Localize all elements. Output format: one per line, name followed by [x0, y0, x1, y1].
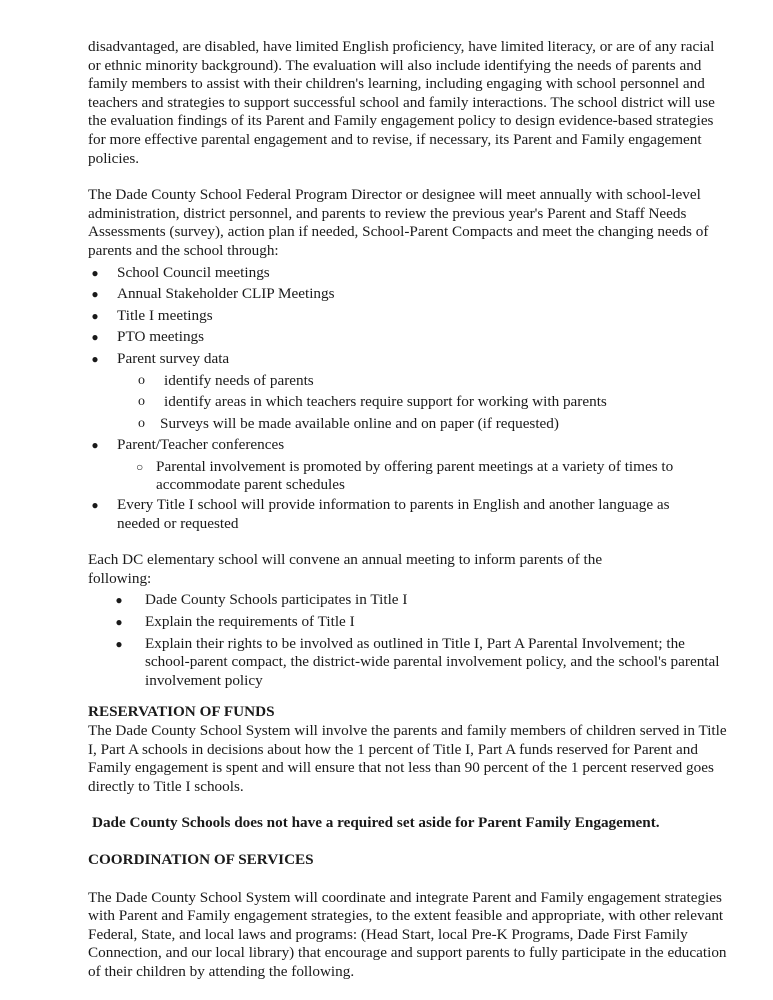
bullet-icon: ● [91, 308, 99, 323]
coordination-paragraph: The Dade County School System will coordinate and integrate Parent and Family engagement strategies with Parent and Family engagement strategies, to the extent feasible and appropriate, with other relevant Federal, State, and local laws and programs: (Head Start, local Pre-K Programs, Dade First Family Connection, and our local library) that encourage and support parents to fully participate in the education of their children by attending the following. [88, 888, 727, 980]
sub-list-item-text: identify areas in which teachers require support for working with parents [164, 393, 607, 411]
list-item-text: Annual Stakeholder CLIP Meetings [117, 285, 335, 303]
annual-meeting-list [88, 591, 728, 690]
list-item-text: Dade County Schools participates in Title I [145, 591, 408, 609]
list-item-text: Every Title I school will provide information to parents in English and another language as needed or requested [117, 496, 670, 532]
list-item [88, 436, 728, 495]
bullet-icon: ● [115, 636, 123, 651]
list-item-text: Explain their rights to be involved as outlined in Title I, Part A Parental Involvement; the school-parent compact, the district-wide parental involvement policy, and the school's parental involvement policy [145, 634, 720, 689]
bullet-icon: ● [91, 265, 99, 280]
list-item [88, 635, 728, 691]
sub-bullet-icon: o [138, 415, 145, 431]
list-item-text: PTO meetings [117, 328, 205, 346]
bullet-icon: ● [91, 351, 99, 366]
list-item [88, 328, 728, 347]
circle-bullet-icon: ○ [136, 459, 144, 474]
sub-bullet-icon: o [138, 372, 145, 388]
bullet-icon: ● [91, 287, 99, 302]
list-item [88, 350, 728, 433]
list-item [88, 285, 728, 304]
annual-meeting-paragraph: Each DC elementary school will convene an annual meeting to inform parents of the following: [88, 551, 603, 587]
list-item-text: Title I meetings [117, 306, 213, 324]
bullet-icon: ● [91, 330, 99, 345]
reservation-paragraph: The Dade County School System will involve the parents and family members of children served in Title I, Part A schools in decisions about how the 1 percent of Title I, Part A funds reserved for Parent and Family engagement is spent and will ensure that not less than 90 percent of the 1 percent reserved goes directly to Title I schools. [88, 722, 727, 795]
list-item [88, 307, 728, 326]
sub-list-item [88, 415, 728, 434]
set-aside-note: Dade County Schools does not have a required set aside for Parent Family Engagement. [92, 814, 660, 832]
survey-sub-list [117, 372, 728, 434]
sub-list-item [88, 458, 728, 495]
bullet-icon: ● [91, 498, 99, 513]
list-item-text: Explain the requirements of Title I [145, 613, 355, 631]
bullet-icon: ● [115, 615, 123, 630]
list-item-text: School Council meetings [117, 263, 270, 281]
conference-sub-list [117, 458, 728, 495]
list-item [88, 613, 728, 632]
review-list [88, 264, 728, 534]
sub-list-item-text: identify needs of parents [164, 371, 314, 389]
review-paragraph: The Dade County School Federal Program Director or designee will meet annually with school-level administration, district personnel, and parents to review the previous year's Parent and Staff Needs Assessments (survey), action plan if needed, School-Parent Compacts and meet the changing needs of parents and the school through: [88, 186, 709, 259]
list-item [88, 264, 728, 283]
list-item [88, 496, 728, 533]
document-page [88, 38, 728, 982]
sub-list-item [88, 393, 728, 412]
sub-list-item [88, 372, 728, 391]
sub-list-item-text: Surveys will be made available online and on paper (if requested) [160, 414, 559, 432]
sub-list-item-text: Parental involvement is promoted by offering parent meetings at a variety of times to accommodate parent schedules [156, 457, 674, 494]
bullet-icon: ● [115, 593, 123, 608]
intro-paragraph: disadvantaged, are disabled, have limited English proficiency, have limited literacy, or are of any racial or ethnic minority background). The evaluation will also include identifying the needs of parents and family members to assist with their children's learning, including engaging with school personnel and teachers and strategies to support successful school and family interactions. The school district will use the evaluation findings of its Parent and Family engagement policy to design evidence-based strategies for more effective parental engagement and to revise, if necessary, its Parent and Family engagement policies. [88, 38, 715, 167]
list-item [88, 591, 728, 610]
list-item-text: Parent/Teacher conferences [117, 436, 285, 454]
list-item-text: Parent survey data [117, 349, 230, 367]
bullet-icon: ● [91, 438, 99, 453]
sub-bullet-icon: o [138, 394, 145, 410]
coordination-heading: COORDINATION OF SERVICES [88, 850, 314, 868]
reservation-heading: RESERVATION OF FUNDS [88, 703, 275, 721]
